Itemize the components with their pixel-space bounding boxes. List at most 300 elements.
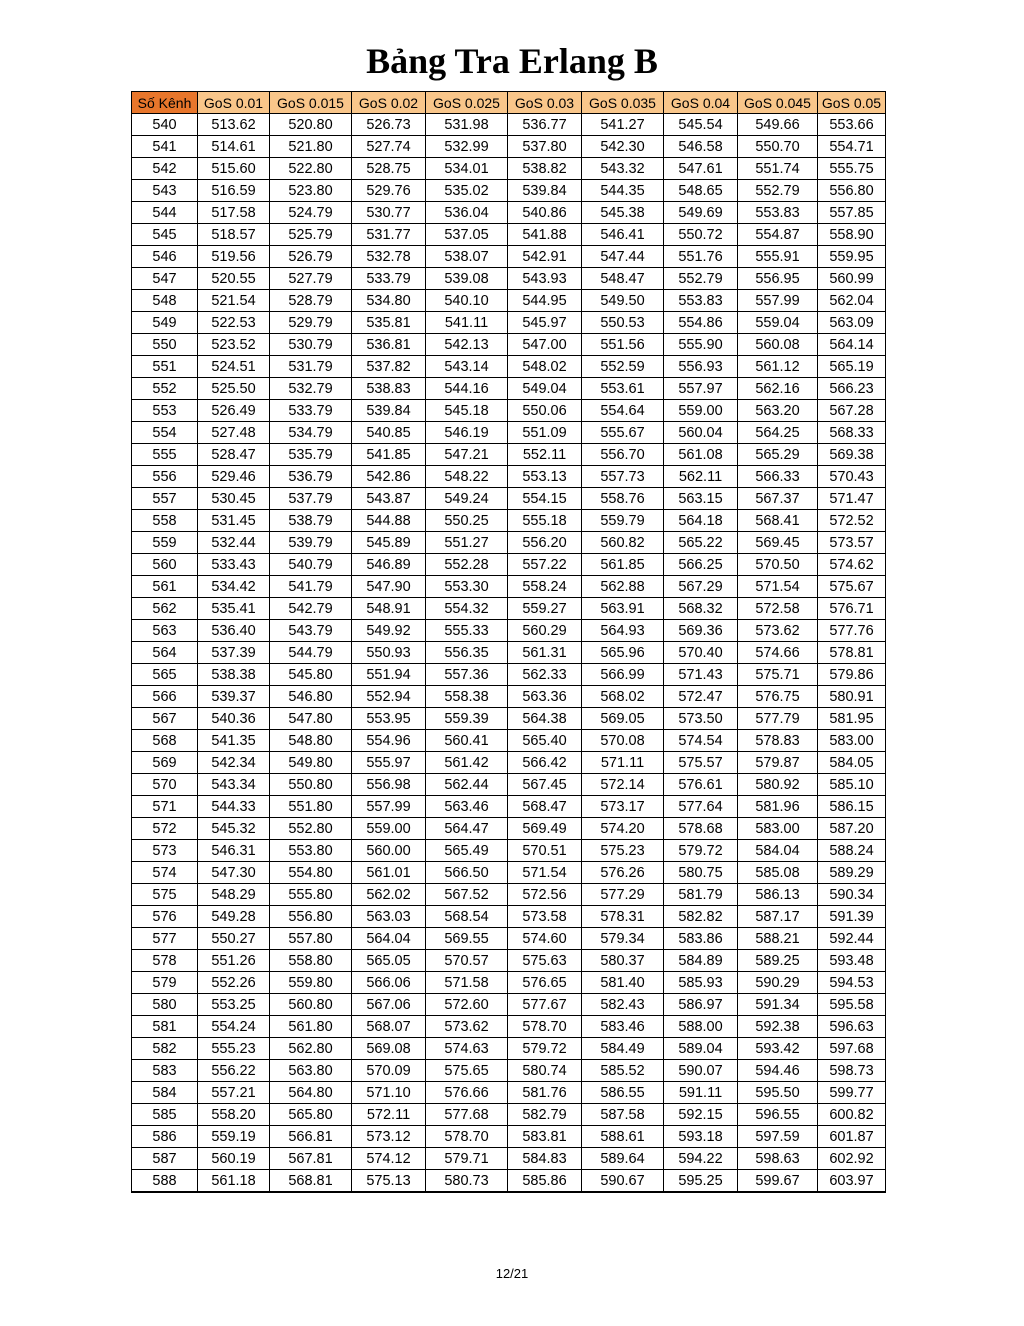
- traffic-value-cell: 555.97: [352, 752, 426, 774]
- table-row: [132, 444, 886, 466]
- traffic-value-cell: 552.59: [582, 356, 664, 378]
- traffic-value-cell: 562.33: [508, 664, 582, 686]
- traffic-value-cell: 557.80: [270, 928, 352, 950]
- table-row: [132, 1126, 886, 1148]
- channel-count-cell: 570: [132, 774, 198, 796]
- traffic-value-cell: 526.49: [198, 400, 270, 422]
- table-row: [132, 906, 886, 928]
- traffic-value-cell: 555.91: [738, 246, 818, 268]
- traffic-value-cell: 580.37: [582, 950, 664, 972]
- traffic-value-cell: 574.54: [664, 730, 738, 752]
- traffic-value-cell: 556.35: [426, 642, 508, 664]
- traffic-value-cell: 554.24: [198, 1016, 270, 1038]
- traffic-value-cell: 572.52: [818, 510, 886, 532]
- traffic-value-cell: 596.55: [738, 1104, 818, 1126]
- traffic-value-cell: 526.73: [352, 114, 426, 136]
- traffic-value-cell: 532.44: [198, 532, 270, 554]
- traffic-value-cell: 570.08: [582, 730, 664, 752]
- traffic-value-cell: 547.21: [426, 444, 508, 466]
- traffic-value-cell: 541.85: [352, 444, 426, 466]
- traffic-value-cell: 574.60: [508, 928, 582, 950]
- traffic-value-cell: 552.94: [352, 686, 426, 708]
- traffic-value-cell: 538.07: [426, 246, 508, 268]
- channel-count-cell: 574: [132, 862, 198, 884]
- table-row: [132, 554, 886, 576]
- traffic-value-cell: 553.13: [508, 466, 582, 488]
- traffic-value-cell: 578.70: [426, 1126, 508, 1148]
- traffic-value-cell: 568.33: [818, 422, 886, 444]
- traffic-value-cell: 586.13: [738, 884, 818, 906]
- traffic-value-cell: 521.80: [270, 136, 352, 158]
- traffic-value-cell: 581.95: [818, 708, 886, 730]
- traffic-value-cell: 561.01: [352, 862, 426, 884]
- channel-count-cell: 579: [132, 972, 198, 994]
- traffic-value-cell: 562.02: [352, 884, 426, 906]
- traffic-value-cell: 564.04: [352, 928, 426, 950]
- traffic-value-cell: 536.77: [508, 114, 582, 136]
- channel-count-cell: 563: [132, 620, 198, 642]
- traffic-value-cell: 583.46: [582, 1016, 664, 1038]
- traffic-value-cell: 551.26: [198, 950, 270, 972]
- traffic-value-cell: 564.25: [738, 422, 818, 444]
- traffic-value-cell: 546.41: [582, 224, 664, 246]
- traffic-value-cell: 559.27: [508, 598, 582, 620]
- traffic-value-cell: 585.93: [664, 972, 738, 994]
- traffic-value-cell: 579.87: [738, 752, 818, 774]
- table-row: [132, 796, 886, 818]
- traffic-value-cell: 553.83: [664, 290, 738, 312]
- traffic-value-cell: 546.58: [664, 136, 738, 158]
- traffic-value-cell: 540.36: [198, 708, 270, 730]
- traffic-value-cell: 568.32: [664, 598, 738, 620]
- traffic-value-cell: 584.89: [664, 950, 738, 972]
- traffic-value-cell: 597.59: [738, 1126, 818, 1148]
- traffic-value-cell: 575.71: [738, 664, 818, 686]
- table-row: [132, 400, 886, 422]
- traffic-value-cell: 588.24: [818, 840, 886, 862]
- page-number: 12/21: [495, 1266, 529, 1281]
- channel-count-cell: 587: [132, 1148, 198, 1170]
- traffic-value-cell: 585.10: [818, 774, 886, 796]
- traffic-value-cell: 551.80: [270, 796, 352, 818]
- table-row: [132, 664, 886, 686]
- traffic-value-cell: 576.75: [738, 686, 818, 708]
- traffic-value-cell: 581.79: [664, 884, 738, 906]
- traffic-value-cell: 572.14: [582, 774, 664, 796]
- traffic-value-cell: 545.18: [426, 400, 508, 422]
- traffic-value-cell: 580.92: [738, 774, 818, 796]
- table-row: [132, 686, 886, 708]
- traffic-value-cell: 557.36: [426, 664, 508, 686]
- traffic-value-cell: 570.40: [664, 642, 738, 664]
- traffic-value-cell: 577.68: [426, 1104, 508, 1126]
- traffic-value-cell: 575.65: [426, 1060, 508, 1082]
- traffic-value-cell: 550.72: [664, 224, 738, 246]
- traffic-value-cell: 585.86: [508, 1170, 582, 1193]
- traffic-value-cell: 515.60: [198, 158, 270, 180]
- traffic-value-cell: 592.15: [664, 1104, 738, 1126]
- traffic-value-cell: 581.40: [582, 972, 664, 994]
- traffic-value-cell: 531.45: [198, 510, 270, 532]
- traffic-value-cell: 535.81: [352, 312, 426, 334]
- traffic-value-cell: 550.27: [198, 928, 270, 950]
- traffic-value-cell: 570.09: [352, 1060, 426, 1082]
- traffic-value-cell: 543.34: [198, 774, 270, 796]
- channel-count-cell: 558: [132, 510, 198, 532]
- traffic-value-cell: 543.32: [582, 158, 664, 180]
- traffic-value-cell: 548.47: [582, 268, 664, 290]
- traffic-value-cell: 555.67: [582, 422, 664, 444]
- traffic-value-cell: 572.47: [664, 686, 738, 708]
- traffic-value-cell: 527.74: [352, 136, 426, 158]
- traffic-value-cell: 540.10: [426, 290, 508, 312]
- table-row: [132, 1104, 886, 1126]
- traffic-value-cell: 565.22: [664, 532, 738, 554]
- traffic-value-cell: 550.06: [508, 400, 582, 422]
- traffic-value-cell: 560.08: [738, 334, 818, 356]
- traffic-value-cell: 523.52: [198, 334, 270, 356]
- traffic-value-cell: 561.80: [270, 1016, 352, 1038]
- traffic-value-cell: 564.18: [664, 510, 738, 532]
- traffic-value-cell: 556.80: [270, 906, 352, 928]
- traffic-value-cell: 516.59: [198, 180, 270, 202]
- traffic-value-cell: 593.48: [818, 950, 886, 972]
- traffic-value-cell: 568.02: [582, 686, 664, 708]
- traffic-value-cell: 530.45: [198, 488, 270, 510]
- table-row: [132, 884, 886, 906]
- column-header-gos: GoS 0.04: [664, 92, 738, 114]
- table-row: [132, 356, 886, 378]
- traffic-value-cell: 578.31: [582, 906, 664, 928]
- traffic-value-cell: 560.82: [582, 532, 664, 554]
- traffic-value-cell: 593.18: [664, 1126, 738, 1148]
- traffic-value-cell: 603.97: [818, 1170, 886, 1193]
- traffic-value-cell: 556.93: [664, 356, 738, 378]
- traffic-value-cell: 574.66: [738, 642, 818, 664]
- traffic-value-cell: 584.49: [582, 1038, 664, 1060]
- traffic-value-cell: 572.56: [508, 884, 582, 906]
- traffic-value-cell: 571.43: [664, 664, 738, 686]
- traffic-value-cell: 548.80: [270, 730, 352, 752]
- traffic-value-cell: 568.54: [426, 906, 508, 928]
- traffic-value-cell: 537.79: [270, 488, 352, 510]
- column-header-gos: GoS 0.045: [738, 92, 818, 114]
- traffic-value-cell: 573.50: [664, 708, 738, 730]
- channel-count-cell: 564: [132, 642, 198, 664]
- traffic-value-cell: 580.73: [426, 1170, 508, 1193]
- traffic-value-cell: 562.16: [738, 378, 818, 400]
- table-row: [132, 576, 886, 598]
- column-header-gos: GoS 0.02: [352, 92, 426, 114]
- traffic-value-cell: 569.05: [582, 708, 664, 730]
- page-title: Bảng Tra Erlang B: [366, 41, 658, 81]
- traffic-value-cell: 565.29: [738, 444, 818, 466]
- traffic-value-cell: 594.53: [818, 972, 886, 994]
- table-row: [132, 928, 886, 950]
- traffic-value-cell: 544.79: [270, 642, 352, 664]
- traffic-value-cell: 542.34: [198, 752, 270, 774]
- traffic-value-cell: 529.76: [352, 180, 426, 202]
- traffic-value-cell: 555.33: [426, 620, 508, 642]
- traffic-value-cell: 565.96: [582, 642, 664, 664]
- traffic-value-cell: 555.80: [270, 884, 352, 906]
- traffic-value-cell: 562.80: [270, 1038, 352, 1060]
- traffic-value-cell: 584.83: [508, 1148, 582, 1170]
- traffic-value-cell: 574.62: [818, 554, 886, 576]
- channel-count-cell: 583: [132, 1060, 198, 1082]
- traffic-value-cell: 529.79: [270, 312, 352, 334]
- traffic-value-cell: 531.79: [270, 356, 352, 378]
- traffic-value-cell: 585.08: [738, 862, 818, 884]
- traffic-value-cell: 540.79: [270, 554, 352, 576]
- channel-count-cell: 566: [132, 686, 198, 708]
- traffic-value-cell: 585.52: [582, 1060, 664, 1082]
- table-row: [132, 752, 886, 774]
- traffic-value-cell: 544.88: [352, 510, 426, 532]
- channel-count-cell: 569: [132, 752, 198, 774]
- traffic-value-cell: 566.23: [818, 378, 886, 400]
- traffic-value-cell: 535.02: [426, 180, 508, 202]
- channel-count-cell: 562: [132, 598, 198, 620]
- traffic-value-cell: 543.14: [426, 356, 508, 378]
- table-row: [132, 180, 886, 202]
- channel-count-cell: 550: [132, 334, 198, 356]
- traffic-value-cell: 570.57: [426, 950, 508, 972]
- traffic-value-cell: 565.19: [818, 356, 886, 378]
- traffic-value-cell: 554.32: [426, 598, 508, 620]
- traffic-value-cell: 552.79: [738, 180, 818, 202]
- channel-count-cell: 540: [132, 114, 198, 136]
- traffic-value-cell: 555.18: [508, 510, 582, 532]
- traffic-value-cell: 561.18: [198, 1170, 270, 1193]
- traffic-value-cell: 541.27: [582, 114, 664, 136]
- traffic-value-cell: 565.80: [270, 1104, 352, 1126]
- traffic-value-cell: 560.00: [352, 840, 426, 862]
- traffic-value-cell: 570.43: [818, 466, 886, 488]
- traffic-value-cell: 537.80: [508, 136, 582, 158]
- traffic-value-cell: 547.80: [270, 708, 352, 730]
- traffic-value-cell: 582.82: [664, 906, 738, 928]
- channel-count-cell: 557: [132, 488, 198, 510]
- traffic-value-cell: 565.49: [426, 840, 508, 862]
- traffic-value-cell: 568.41: [738, 510, 818, 532]
- traffic-value-cell: 517.58: [198, 202, 270, 224]
- traffic-value-cell: 567.29: [664, 576, 738, 598]
- traffic-value-cell: 595.25: [664, 1170, 738, 1193]
- traffic-value-cell: 542.79: [270, 598, 352, 620]
- table-row: [132, 224, 886, 246]
- traffic-value-cell: 560.19: [198, 1148, 270, 1170]
- traffic-value-cell: 576.26: [582, 862, 664, 884]
- traffic-value-cell: 567.37: [738, 488, 818, 510]
- traffic-value-cell: 579.86: [818, 664, 886, 686]
- traffic-value-cell: 576.65: [508, 972, 582, 994]
- channel-count-cell: 553: [132, 400, 198, 422]
- traffic-value-cell: 586.97: [664, 994, 738, 1016]
- traffic-value-cell: 549.69: [664, 202, 738, 224]
- traffic-value-cell: 559.04: [738, 312, 818, 334]
- traffic-value-cell: 580.91: [818, 686, 886, 708]
- table-row: [132, 598, 886, 620]
- traffic-value-cell: 556.95: [738, 268, 818, 290]
- table-row: [132, 202, 886, 224]
- traffic-value-cell: 572.60: [426, 994, 508, 1016]
- traffic-value-cell: 565.40: [508, 730, 582, 752]
- traffic-value-cell: 550.70: [738, 136, 818, 158]
- traffic-value-cell: 513.62: [198, 114, 270, 136]
- traffic-value-cell: 577.29: [582, 884, 664, 906]
- table-body: [132, 114, 886, 1193]
- table-row: [132, 642, 886, 664]
- traffic-value-cell: 546.80: [270, 686, 352, 708]
- traffic-value-cell: 559.95: [818, 246, 886, 268]
- traffic-value-cell: 546.31: [198, 840, 270, 862]
- traffic-value-cell: 578.83: [738, 730, 818, 752]
- traffic-value-cell: 577.79: [738, 708, 818, 730]
- traffic-value-cell: 588.00: [664, 1016, 738, 1038]
- traffic-value-cell: 563.91: [582, 598, 664, 620]
- channel-count-cell: 541: [132, 136, 198, 158]
- traffic-value-cell: 547.00: [508, 334, 582, 356]
- traffic-value-cell: 539.08: [426, 268, 508, 290]
- traffic-value-cell: 564.93: [582, 620, 664, 642]
- traffic-value-cell: 547.30: [198, 862, 270, 884]
- traffic-value-cell: 557.21: [198, 1082, 270, 1104]
- channel-count-cell: 578: [132, 950, 198, 972]
- traffic-value-cell: 557.85: [818, 202, 886, 224]
- traffic-value-cell: 575.57: [664, 752, 738, 774]
- traffic-value-cell: 580.75: [664, 862, 738, 884]
- traffic-value-cell: 590.07: [664, 1060, 738, 1082]
- traffic-value-cell: 559.79: [582, 510, 664, 532]
- traffic-value-cell: 562.88: [582, 576, 664, 598]
- traffic-value-cell: 550.80: [270, 774, 352, 796]
- traffic-value-cell: 589.04: [664, 1038, 738, 1060]
- traffic-value-cell: 570.51: [508, 840, 582, 862]
- table-row: [132, 1170, 886, 1193]
- traffic-value-cell: 566.81: [270, 1126, 352, 1148]
- traffic-value-cell: 599.77: [818, 1082, 886, 1104]
- channel-count-cell: 547: [132, 268, 198, 290]
- traffic-value-cell: 573.17: [582, 796, 664, 818]
- traffic-value-cell: 562.04: [818, 290, 886, 312]
- traffic-value-cell: 541.79: [270, 576, 352, 598]
- traffic-value-cell: 569.38: [818, 444, 886, 466]
- traffic-value-cell: 583.00: [738, 818, 818, 840]
- traffic-value-cell: 539.84: [508, 180, 582, 202]
- table-row: [132, 158, 886, 180]
- traffic-value-cell: 541.11: [426, 312, 508, 334]
- traffic-value-cell: 579.72: [664, 840, 738, 862]
- traffic-value-cell: 593.42: [738, 1038, 818, 1060]
- traffic-value-cell: 566.25: [664, 554, 738, 576]
- traffic-value-cell: 563.80: [270, 1060, 352, 1082]
- traffic-value-cell: 564.80: [270, 1082, 352, 1104]
- traffic-value-cell: 568.47: [508, 796, 582, 818]
- channel-count-cell: 582: [132, 1038, 198, 1060]
- traffic-value-cell: 599.67: [738, 1170, 818, 1193]
- table-row: [132, 466, 886, 488]
- traffic-value-cell: 568.07: [352, 1016, 426, 1038]
- traffic-value-cell: 574.12: [352, 1148, 426, 1170]
- channel-count-cell: 545: [132, 224, 198, 246]
- traffic-value-cell: 589.29: [818, 862, 886, 884]
- traffic-value-cell: 540.86: [508, 202, 582, 224]
- traffic-value-cell: 569.45: [738, 532, 818, 554]
- traffic-value-cell: 539.79: [270, 532, 352, 554]
- table-row: [132, 774, 886, 796]
- traffic-value-cell: 567.52: [426, 884, 508, 906]
- traffic-value-cell: 591.39: [818, 906, 886, 928]
- traffic-value-cell: 561.42: [426, 752, 508, 774]
- traffic-value-cell: 547.61: [664, 158, 738, 180]
- traffic-value-cell: 549.66: [738, 114, 818, 136]
- traffic-value-cell: 548.02: [508, 356, 582, 378]
- traffic-value-cell: 582.79: [508, 1104, 582, 1126]
- column-header-gos: GoS 0.035: [582, 92, 664, 114]
- traffic-value-cell: 561.12: [738, 356, 818, 378]
- traffic-value-cell: 535.41: [198, 598, 270, 620]
- traffic-value-cell: 524.51: [198, 356, 270, 378]
- table-row: [132, 290, 886, 312]
- table-row: [132, 1016, 886, 1038]
- traffic-value-cell: 538.79: [270, 510, 352, 532]
- traffic-value-cell: 545.38: [582, 202, 664, 224]
- traffic-value-cell: 545.32: [198, 818, 270, 840]
- traffic-value-cell: 536.79: [270, 466, 352, 488]
- traffic-value-cell: 553.80: [270, 840, 352, 862]
- column-header-gos: GoS 0.015: [270, 92, 352, 114]
- traffic-value-cell: 588.61: [582, 1126, 664, 1148]
- traffic-value-cell: 533.79: [270, 400, 352, 422]
- traffic-value-cell: 553.95: [352, 708, 426, 730]
- traffic-value-cell: 559.00: [352, 818, 426, 840]
- traffic-value-cell: 586.55: [582, 1082, 664, 1104]
- traffic-value-cell: 567.81: [270, 1148, 352, 1170]
- traffic-value-cell: 574.63: [426, 1038, 508, 1060]
- channel-count-cell: 584: [132, 1082, 198, 1104]
- traffic-value-cell: 587.17: [738, 906, 818, 928]
- traffic-value-cell: 575.13: [352, 1170, 426, 1193]
- traffic-value-cell: 548.22: [426, 466, 508, 488]
- traffic-value-cell: 534.42: [198, 576, 270, 598]
- traffic-value-cell: 601.87: [818, 1126, 886, 1148]
- table-row: [132, 840, 886, 862]
- traffic-value-cell: 553.25: [198, 994, 270, 1016]
- traffic-value-cell: 551.94: [352, 664, 426, 686]
- traffic-value-cell: 591.34: [738, 994, 818, 1016]
- traffic-value-cell: 559.80: [270, 972, 352, 994]
- traffic-value-cell: 576.66: [426, 1082, 508, 1104]
- channel-count-cell: 586: [132, 1126, 198, 1148]
- traffic-value-cell: 548.91: [352, 598, 426, 620]
- traffic-value-cell: 551.74: [738, 158, 818, 180]
- traffic-value-cell: 566.50: [426, 862, 508, 884]
- traffic-value-cell: 558.90: [818, 224, 886, 246]
- traffic-value-cell: 524.79: [270, 202, 352, 224]
- channel-count-cell: 580: [132, 994, 198, 1016]
- table-row: [132, 708, 886, 730]
- table-row: [132, 972, 886, 994]
- traffic-value-cell: 532.99: [426, 136, 508, 158]
- table-row: [132, 532, 886, 554]
- traffic-value-cell: 557.99: [352, 796, 426, 818]
- channel-count-cell: 549: [132, 312, 198, 334]
- traffic-value-cell: 553.30: [426, 576, 508, 598]
- table-row: [132, 422, 886, 444]
- traffic-value-cell: 576.61: [664, 774, 738, 796]
- traffic-value-cell: 555.90: [664, 334, 738, 356]
